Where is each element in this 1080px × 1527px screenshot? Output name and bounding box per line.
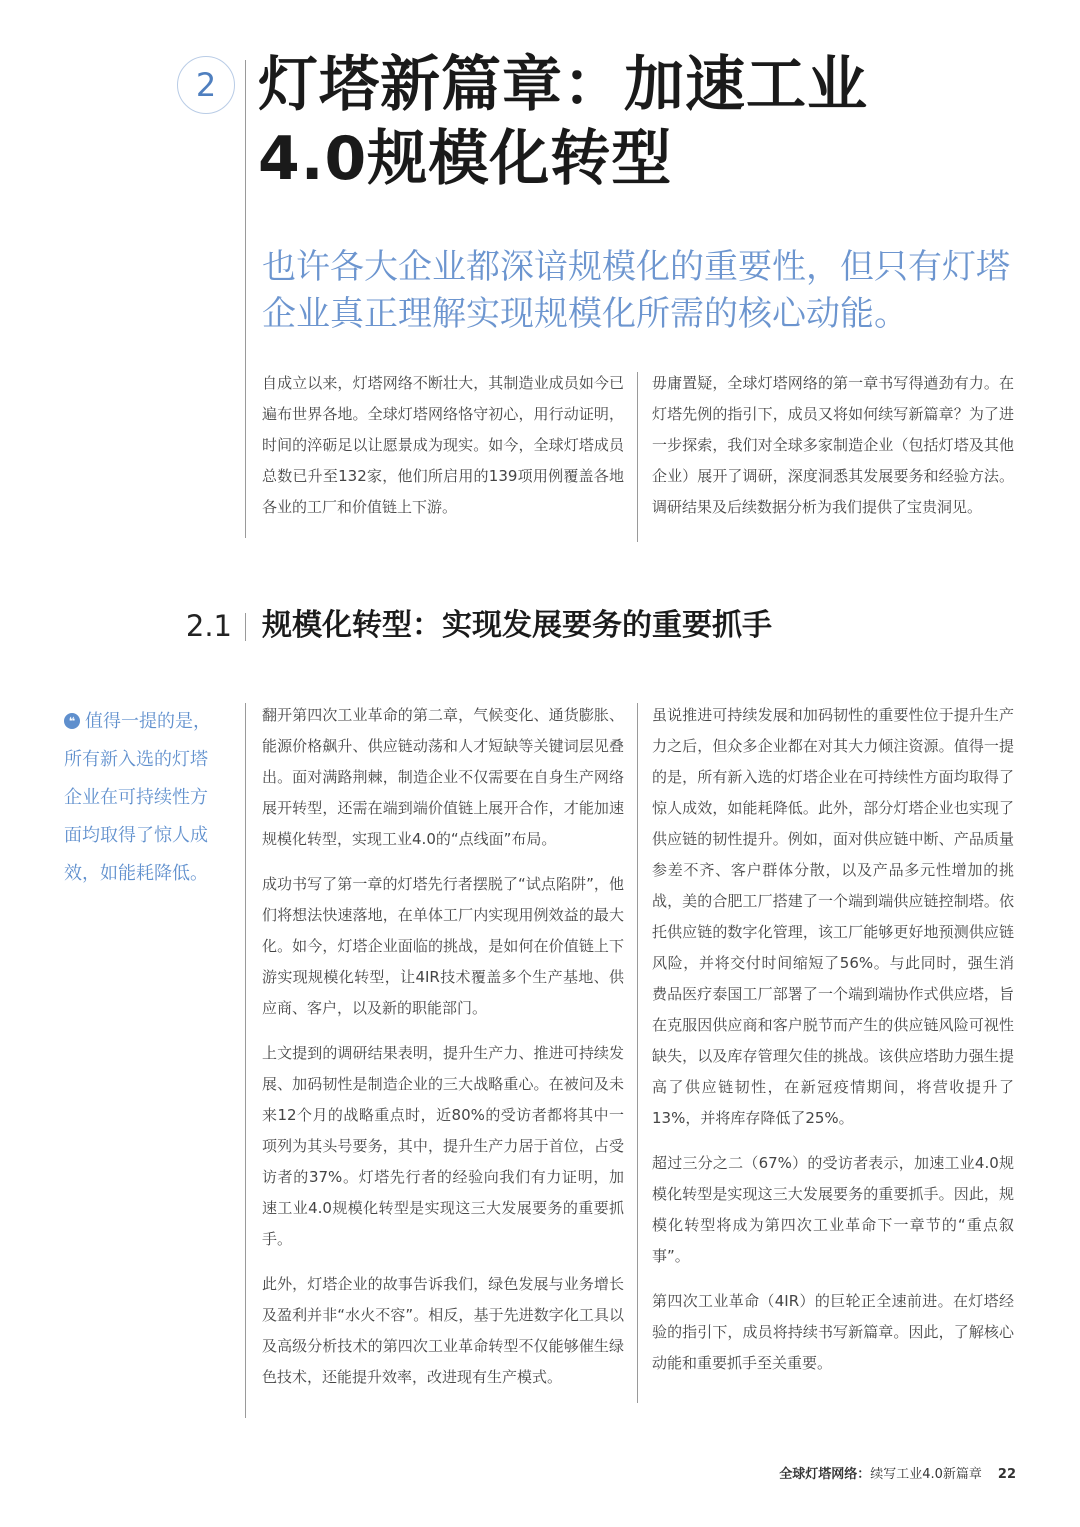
column-divider-body [637,703,638,1403]
lead-paragraph: 也许各大企业都深谙规模化的重要性，但只有灯塔企业真正理解实现规模化所需的核心动能。 [262,247,1010,334]
footer-subtitle: 续写工业4.0新篇章 [870,1467,982,1482]
footer-brand: 全球灯塔网络： [779,1467,871,1482]
body-left-column [262,700,624,1393]
body-paragraph: 虽说推进可持续发展和加码韧性的重要性位于提升生产力之后，但众多企业都在对其大力倾注资源。值得一提的是，所有新入选的灯塔企业在可持续性方面均取得了惊人成效，如能耗降低。此外，部分灯塔企业也实现了供应链的韧性提升。例如，面对供应链中断、产品质量参差不齐、客户群体分散，以及产品多元性增加的挑战，美的合肥工厂搭建了一个端到端供应链控制塔。依托供应链的数字化管理，该工厂能够更好地预测供应链风险，并将交付时间缩短了56%。与此同时，强生消费品医疗泰国工厂部署了一个端到端协作式供应塔，旨在克服因供应商和客户脱节而产生的供应链风险可视性缺失，以及库存管理欠佳的挑战。该供应塔助力强生提高了供应链韧性，在新冠疫情期间，将营收提升了13%，并将库存降低了25%。 [652,706,1014,1127]
pull-quote [64,703,224,893]
section-number: 2.1 [185,609,232,643]
vertical-divider-section [245,613,246,641]
body-paragraph: 超过三分之二（67%）的受访者表示，加速工业4.0规模化转型是实现这三大发展要务的重要抓手。因此，规模化转型将成为第四次工业革命下一章节的“重点叙事”。 [652,1154,1014,1265]
quote-icon: ❝ [64,713,80,729]
body-right-column [652,700,1014,1379]
page-footer [779,1465,1016,1485]
intro-left-paragraph: 自成立以来，灯塔网络不断壮大，其制造业成员如今已遍布世界各地。全球灯塔网络恪守初心，用行动证明，时间的淬砺足以让愿景成为现实。如今，全球灯塔成员总数已升至132家，他们所启用的139项用例覆盖各地各业的工厂和价值链上下游。 [262,374,624,516]
intro-right-column [652,368,1014,523]
body-paragraph: 成功书写了第一章的灯塔先行者摆脱了“试点陷阱”，他们将想法快速落地，在单体工厂内实现用例效益的最大化。如今，灯塔企业面临的挑战，是如何在价值链上下游实现规模化转型，让4IR技术覆盖多个生产基地、供应商、客户，以及新的职能部门。 [262,875,624,1017]
body-paragraph: 上文提到的调研结果表明，提升生产力、推进可持续发展、加码韧性是制造企业的三大战略重心。在被问及未来12个月的战略重点时，近80%的受访者都将其中一项列为其头号要务，其中，提升生产力居于首位，占受访者的37%。灯塔先行者的经验向我们有力证明，加速工业4.0规模化转型是实现这三大发展要务的重要抓手。 [262,1044,624,1248]
vertical-divider-body [245,703,246,1418]
body-paragraph: 第四次工业革命（4IR）的巨轮正全速前进。在灯塔经验的指引下，成员将持续书写新篇章。因此，了解核心动能和重要抓手至关重要。 [652,1292,1014,1372]
intro-right-paragraph: 毋庸置疑，全球灯塔网络的第一章书写得遒劲有力。在灯塔先例的指引下，成员又将如何续写新篇章？为了进一步探索，我们对全球多家制造企业（包括灯塔及其他企业）展开了调研，深度洞悉其发展要务和经验方法。调研结果及后续数据分析为我们提供了宝贵洞见。 [652,374,1014,516]
vertical-divider-top [245,60,246,538]
chapter-number-badge: 2 [177,56,235,114]
intro-left-column [262,368,624,523]
body-paragraph: 此外，灯塔企业的故事告诉我们，绿色发展与业务增长及盈利并非“水火不容”。相反，基于先进数字化工具以及高级分析技术的第四次工业革命转型不仅能够催生绿色技术，还能提升效率，改进现有生产模式。 [262,1275,624,1386]
pull-quote-text: 值得一提的是，所有新入选的灯塔企业在可持续性方面均取得了惊人成效，如能耗降低。 [64,711,211,884]
column-divider-intro [637,372,638,542]
section-title: 规模化转型：实现发展要务的重要抓手 [262,608,772,643]
chapter-title: 灯塔新篇章：加速工业 4.0规模化转型 [258,50,868,194]
page-number: 22 [997,1467,1016,1482]
body-paragraph: 翻开第四次工业革命的第二章，气候变化、通货膨胀、能源价格飙升、供应链动荡和人才短缺等关键词层见叠出。面对满路荆棘，制造企业不仅需要在自身生产网络展开转型，还需在端到端价值链上展开合作，才能加速规模化转型，实现工业4.0的“点线面”布局。 [262,706,624,848]
